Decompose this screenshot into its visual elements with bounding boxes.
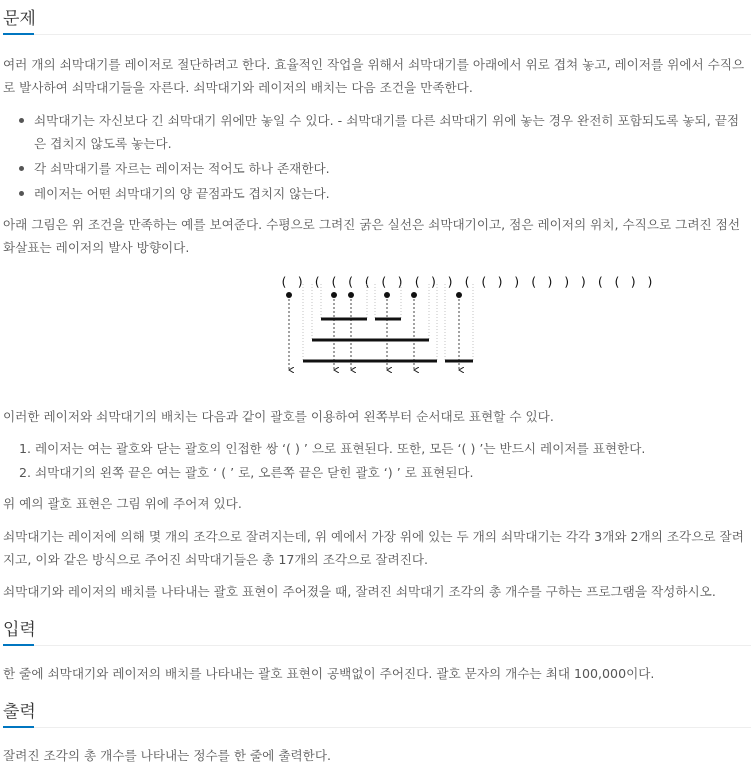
problem-page xyxy=(3,0,751,767)
condition-item: 쇠막대기는 자신보다 긴 쇠막대기 위에만 놓일 수 있다. - 쇠막대기를 다른 쇠막대기 위에 놓는 경우 완전히 포함되도록 놓되, 끝점은 겹치지 않도록 놓는다. xyxy=(3,109,751,155)
conditions-list xyxy=(3,109,751,205)
problem-intro: 여러 개의 쇠막대기를 레이저로 절단하려고 한다. 효율적인 작업을 위해서 쇠막대기를 아래에서 위로 겹쳐 놓고, 레이저를 위에서 수직으로 발사하여 쇠막대기들을 자른다. 쇠막대기와 레이저의 배치는 다음 조건을 만족한다. xyxy=(3,57,745,95)
problem-heading: 문제 xyxy=(3,9,36,29)
input-text: 한 줄에 쇠막대기와 레이저의 배치를 나타내는 괄호 표현이 공백없이 주어진다. 괄호 문자의 개수는 최대 100,000이다. xyxy=(3,666,655,681)
heading-underline xyxy=(3,33,34,35)
condition-item: 각 쇠막대기를 자르는 레이저는 적어도 하나 존재한다. xyxy=(3,157,751,180)
task-statement: 쇠막대기와 레이저의 배치를 나타내는 괄호 표현이 주어졌을 때, 잘려진 쇠막대기 조각의 총 개수를 구하는 프로그램을 작성하시오. xyxy=(3,584,716,599)
output-section-header xyxy=(3,693,751,728)
pieces-note: 쇠막대기는 레이저에 의해 몇 개의 조각으로 잘려지는데, 위 예에서 가장 위에 있는 두 개의 쇠막대기는 각각 3개와 2개의 조각으로 잘려지고, 이와 같은 방식으로 주어진 쇠막대기들은 총 17개의 조각으로 잘려진다. xyxy=(3,529,744,567)
laser-dot xyxy=(411,292,417,298)
condition-item: 레이저는 어떤 쇠막대기의 양 끝점과도 겹치지 않는다. xyxy=(3,182,751,205)
repr-intro: 이러한 레이저와 쇠막대기의 배치는 다음과 같이 괄호를 이용하여 왼쪽부터 순서대로 표현할 수 있다. xyxy=(3,409,554,424)
problem-section-header xyxy=(3,0,751,35)
laser-dot xyxy=(331,292,337,298)
input-section-header xyxy=(3,611,751,646)
laser-dot xyxy=(286,292,292,298)
heading-underline xyxy=(3,644,34,646)
rule-item: 2. 쇠막대기의 왼쪽 끝은 여는 괄호 ‘ ( ’ 로, 오른쪽 끝은 닫힌 괄호 ‘) ’ 로 표현된다. xyxy=(19,465,474,480)
laser-dot xyxy=(384,292,390,298)
laser-dot xyxy=(456,292,462,298)
heading-underline xyxy=(3,726,34,728)
example-note: 위 예의 괄호 표현은 그림 위에 주어져 있다. xyxy=(3,496,242,511)
figure-intro: 아래 그림은 위 조건을 만족하는 예를 보여준다. 수평으로 그려진 굵은 실선은 쇠막대기이고, 점은 레이저의 위치, 수직으로 그려진 점선 화살표는 레이저의 발사 방향이다. xyxy=(3,217,741,255)
rules-list xyxy=(3,437,751,484)
output-text: 잘려진 조각의 총 개수를 나타내는 정수를 한 줄에 출력한다. xyxy=(3,748,332,763)
output-heading: 출력 xyxy=(3,702,36,722)
laser-dot xyxy=(348,292,354,298)
bracket-sequence: ( ) ( ( ( ( ( ) ( ) ) ( ( ) ) ( ) ) ) ( ( ) ) xyxy=(280,274,655,289)
iron-bar-laser-figure xyxy=(279,272,655,376)
input-heading: 입력 xyxy=(3,620,36,640)
rule-item: 1. 레이저는 여는 괄호와 닫는 괄호의 인접한 쌍 ‘( ) ’ 으로 표현된다. 또한, 모든 ‘( ) ’는 반드시 레이저를 표현한다. xyxy=(19,441,646,456)
